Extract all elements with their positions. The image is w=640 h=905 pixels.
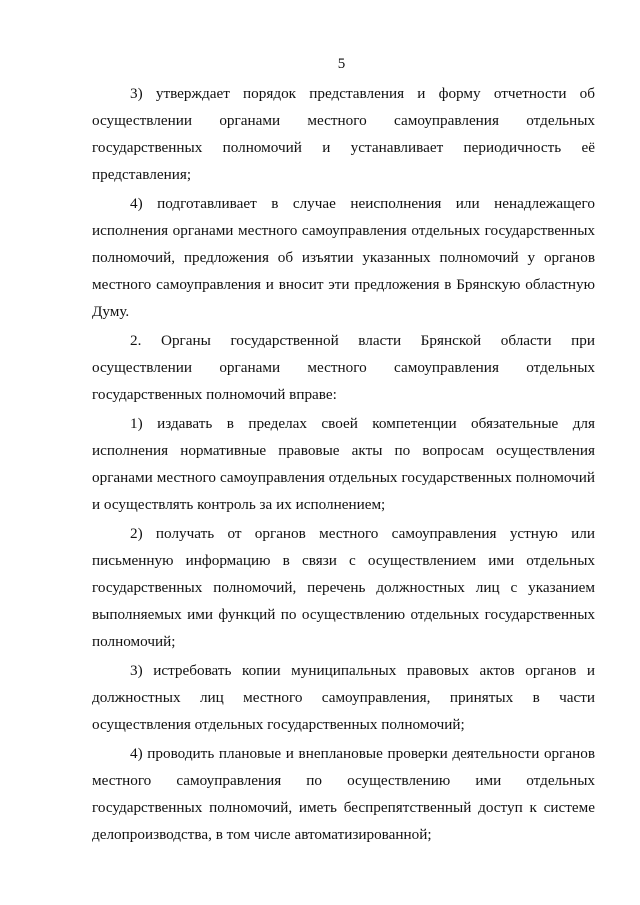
paragraph-section-2-rights: 2. Органы государственной власти Брянской области при осуществлении органами местного самоуправления отдельных государственных полномочий вправе: <box>92 332 595 403</box>
paragraph-right-3-request-copies: 3) истребовать копии муниципальных правовых актов органов и должностных лиц местного самоуправления, принятых в части осуществления отдельных государственных полномочий; <box>92 662 595 733</box>
paragraph-item-4-prepares-proposals: 4) подготавливает в случае неисполнения или ненадлежащего исполнения органами местного самоуправления отдельных государственных полномочий, предложения об изъятии указанных полномочий у органов местного самоуправления и вносит эти предложения в Брянскую областную Думу. <box>92 195 595 320</box>
page-number: 5 <box>337 56 346 72</box>
paragraph-right-1-issue-acts: 1) издавать в пределах своей компетенции обязательные для исполнения нормативные правовые акты по вопросам осуществления органами местного самоуправления отдельных государственных полномочий и осуществлять контроль за их исполнением; <box>92 415 595 513</box>
paragraph-right-4-conduct-inspections: 4) проводить плановые и внеплановые проверки деятельности органов местного самоуправления по осуществлению ими отдельных государственных полномочий, иметь беспрепятственный доступ к системе делопроизводства, в том числе автоматизированной; <box>92 745 595 843</box>
paragraph-item-3-approves-reporting: 3) утверждает порядок представления и форму отчетности об осуществлении органами местного самоуправления отдельных государственных полномочий и устанавливает периодичность её представления; <box>92 85 595 183</box>
document-body <box>92 80 595 848</box>
paragraph-right-2-receive-information: 2) получать от органов местного самоуправления устную или письменную информацию в связи с осуществлением ими отдельных государственных полномочий, перечень должностных лиц с указанием выполняемых ими функций по осуществлению отдельных государственных полномочий; <box>92 525 595 650</box>
